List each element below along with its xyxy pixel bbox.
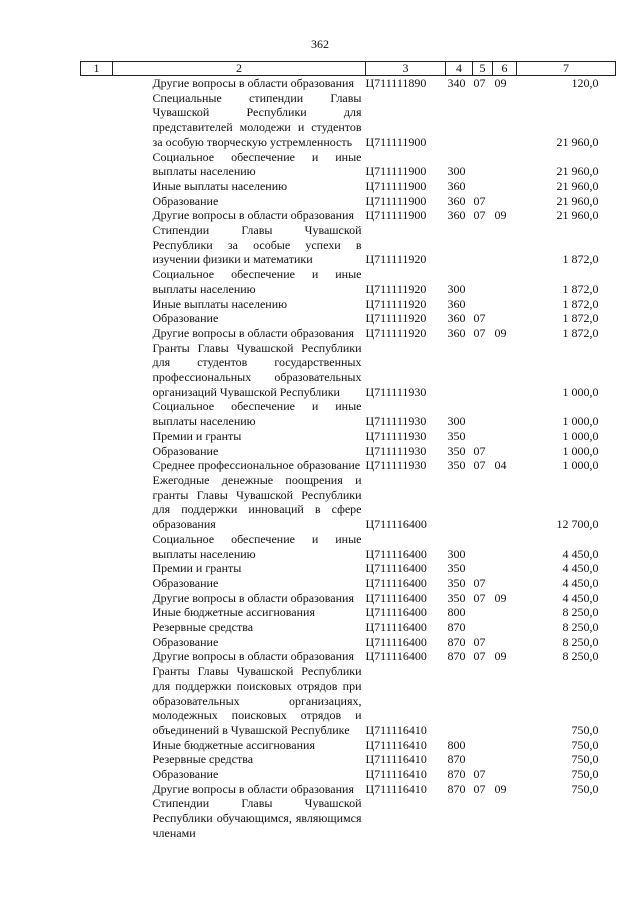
row-number-cell (81, 796, 113, 840)
subsection-cell (493, 532, 517, 561)
row-number-cell (81, 341, 113, 400)
table-row (81, 591, 616, 606)
subsection-cell: 09 (494, 649, 507, 664)
amount-cell: 750,0 (571, 737, 599, 752)
subsection-cell (493, 752, 517, 767)
subsection-cell (493, 576, 517, 591)
subsection-cell (493, 635, 517, 650)
section-cell: 07 (473, 575, 486, 590)
expense-type-cell: 300 (447, 281, 466, 296)
target-code-cell: Ц711116400 (365, 620, 427, 635)
row-number-cell (81, 649, 113, 664)
section-cell (473, 561, 493, 576)
row-name-cell: Социальное обеспечение и иные выплаты населению (152, 399, 362, 429)
section-cell: 07 (473, 443, 486, 458)
section-cell: 07 (473, 458, 486, 473)
table-row (81, 576, 616, 591)
expense-type-cell: 870 (447, 767, 466, 782)
target-code-cell (366, 796, 446, 840)
section-cell (473, 620, 493, 635)
target-code-cell: Ц711116400 (365, 561, 427, 576)
target-code-cell: Ц711111890 (365, 76, 427, 90)
expense-type-cell: 300 (447, 164, 466, 179)
target-code-cell: Ц711111900 (365, 208, 427, 223)
table-row (81, 91, 616, 150)
column-header: 2 (113, 62, 366, 76)
target-code-cell: Ц711111900 (365, 178, 427, 193)
expense-type-cell: 800 (447, 737, 466, 752)
subsection-cell (493, 311, 517, 326)
target-code-cell: Ц711111900 (365, 164, 427, 179)
amount-cell: 1 000,0 (562, 443, 599, 458)
target-code-cell: Ц711111930 (365, 414, 427, 429)
expense-type-cell: 350 (447, 575, 466, 590)
row-number-cell (81, 473, 113, 532)
expense-type-cell: 300 (447, 414, 466, 429)
subsection-cell (493, 341, 517, 400)
section-cell: 07 (473, 311, 486, 326)
table-row (81, 796, 616, 840)
amount-cell: 8 250,0 (562, 649, 599, 664)
amount-cell: 8 250,0 (562, 634, 599, 649)
section-cell: 07 (473, 634, 486, 649)
row-number-cell (81, 91, 113, 150)
table-body (81, 76, 616, 841)
expense-type-cell (446, 796, 473, 840)
amount-cell: 1 872,0 (562, 281, 599, 296)
row-number-cell (81, 782, 113, 797)
subsection-cell (493, 473, 517, 532)
table-row (81, 473, 616, 532)
table-row (81, 326, 616, 341)
row-number-cell (81, 297, 113, 312)
section-cell (473, 738, 493, 753)
table-row (81, 429, 616, 444)
row-number-cell (81, 267, 113, 296)
target-code-cell: Ц711116400 (365, 649, 427, 664)
amount-cell: 4 450,0 (562, 561, 599, 576)
amount-cell: 4 450,0 (562, 590, 599, 605)
row-name-cell: Другие вопросы в области образования (152, 649, 354, 664)
amount-cell (517, 796, 616, 840)
section-cell (473, 752, 493, 767)
row-name-cell: Специальные стипендии Главы Чувашской Республики для представителей молодежи и студентов за особую творческую устремленность (152, 90, 362, 149)
expense-type-cell: 350 (447, 443, 466, 458)
amount-cell: 8 250,0 (562, 620, 599, 635)
row-number-cell (81, 326, 113, 341)
amount-cell: 21 960,0 (556, 193, 599, 208)
target-code-cell: Ц711111920 (365, 311, 427, 326)
header-row (81, 62, 616, 76)
target-code-cell: Ц711111920 (365, 296, 427, 311)
row-name-cell: Иные бюджетные ассигнования (152, 605, 315, 620)
table-row (81, 752, 616, 767)
subsection-cell: 09 (494, 781, 507, 796)
target-code-cell: Ц711116410 (365, 767, 427, 782)
expense-type-cell: 350 (447, 590, 466, 605)
section-cell (473, 796, 493, 840)
amount-cell: 750,0 (571, 781, 599, 796)
row-name-cell: Иные бюджетные ассигнования (152, 737, 315, 752)
subsection-cell (493, 429, 517, 444)
table-row (81, 208, 616, 223)
amount-cell: 1 000,0 (562, 414, 599, 429)
row-number-cell (81, 223, 113, 267)
table-row (81, 399, 616, 428)
amount-cell: 1 000,0 (562, 428, 599, 443)
section-cell: 07 (473, 208, 486, 223)
section-cell: 07 (473, 193, 486, 208)
row-number-cell (81, 635, 113, 650)
row-number-cell (81, 311, 113, 326)
expense-type-cell (446, 341, 473, 400)
row-number-cell (81, 591, 113, 606)
subsection-cell (493, 605, 517, 620)
row-name-cell: Образование (152, 575, 219, 590)
subsection-cell (493, 620, 517, 635)
table-row (81, 223, 616, 267)
table-row (81, 738, 616, 753)
target-code-cell: Ц711116410 (365, 722, 427, 737)
row-name-cell: Стипендии Главы Чувашской Республики за особые успехи в изучении физики и математики (152, 223, 362, 267)
subsection-cell (493, 399, 517, 428)
section-cell (473, 605, 493, 620)
row-name-cell: Социальное обеспечение и иные выплаты населению (152, 149, 362, 179)
table-row (81, 150, 616, 179)
target-code-cell: Ц711111930 (365, 428, 427, 443)
subsection-cell (493, 91, 517, 150)
target-code-cell: Ц711111920 (365, 281, 427, 296)
row-number-cell (81, 150, 113, 179)
section-cell (473, 473, 493, 532)
amount-cell: 1 000,0 (562, 384, 599, 399)
expense-type-cell: 870 (447, 649, 466, 664)
section-cell: 07 (473, 781, 486, 796)
subsection-cell: 09 (494, 325, 507, 340)
table-row (81, 620, 616, 635)
target-code-cell: Ц711116410 (365, 781, 427, 796)
row-name-cell: Социальное обеспечение и иные выплаты населению (152, 267, 362, 296)
subsection-cell (493, 297, 517, 312)
row-number-cell (81, 576, 113, 591)
row-name-cell: Образование (152, 634, 219, 649)
section-cell: 07 (473, 325, 486, 340)
row-name-cell: Стипендии Главы Чувашской Республики обучающимся, являющимся членами (152, 796, 362, 840)
section-cell: 07 (473, 767, 486, 782)
row-number-cell (81, 738, 113, 753)
expense-type-cell (446, 664, 473, 738)
section-cell (473, 429, 493, 444)
row-number-cell (81, 194, 113, 209)
amount-cell: 21 960,0 (556, 208, 599, 223)
section-cell (473, 532, 493, 561)
subsection-cell (493, 796, 517, 840)
amount-cell: 12 700,0 (556, 517, 599, 532)
amount-cell: 750,0 (571, 752, 599, 767)
subsection-cell: 04 (494, 458, 507, 473)
row-name-cell: Образование (152, 193, 219, 208)
row-number-cell (81, 399, 113, 428)
row-number-cell (81, 620, 113, 635)
row-number-cell (81, 605, 113, 620)
subsection-cell (493, 444, 517, 459)
section-cell (473, 399, 493, 428)
section-cell: 07 (473, 649, 486, 664)
row-name-cell: Другие вопросы в области образования (152, 76, 354, 90)
target-code-cell: Ц711116400 (365, 575, 427, 590)
target-code-cell: Ц711116400 (365, 517, 427, 532)
subsection-cell (493, 664, 517, 738)
section-cell: 07 (473, 590, 486, 605)
row-name-cell: Другие вопросы в области образования (152, 590, 354, 605)
row-name-cell: Иные выплаты населению (152, 178, 288, 193)
row-number-cell (81, 532, 113, 561)
table-row (81, 767, 616, 782)
target-code-cell: Ц711116400 (365, 605, 427, 620)
row-name-cell: Резервные средства (152, 620, 254, 635)
row-number-cell (81, 767, 113, 782)
subsection-cell (493, 267, 517, 296)
target-code-cell: Ц711111930 (365, 443, 427, 458)
section-cell: 07 (473, 76, 486, 90)
expense-type-cell: 870 (447, 620, 466, 635)
table-row (81, 76, 616, 91)
section-cell (473, 341, 493, 400)
column-header: 7 (517, 62, 616, 76)
amount-cell: 1 000,0 (562, 458, 599, 473)
target-code-cell: Ц711111930 (365, 384, 427, 399)
subsection-cell (493, 150, 517, 179)
budget-table (80, 61, 616, 841)
amount-cell: 8 250,0 (562, 605, 599, 620)
amount-cell: 1 872,0 (562, 252, 599, 267)
target-code-cell: Ц711111920 (365, 325, 427, 340)
row-number-cell (81, 752, 113, 767)
row-name-cell: Гранты Главы Чувашской Республики для студентов государственных профессиональных образовательных организаций Чувашской Республики (152, 340, 362, 399)
section-cell (473, 91, 493, 150)
table-row (81, 194, 616, 209)
row-name-cell: Иные выплаты населению (152, 296, 288, 311)
row-number-cell (81, 561, 113, 576)
amount-cell: 1 872,0 (562, 311, 599, 326)
subsection-cell (493, 223, 517, 267)
expense-type-cell: 350 (447, 428, 466, 443)
table-row (81, 179, 616, 194)
section-cell (473, 223, 493, 267)
section-cell (473, 179, 493, 194)
target-code-cell: Ц711116410 (365, 752, 427, 767)
row-number-cell (81, 76, 113, 91)
expense-type-cell: 360 (447, 296, 466, 311)
row-number-cell (81, 429, 113, 444)
target-code-cell: Ц711116400 (365, 634, 427, 649)
table-row (81, 664, 616, 738)
amount-cell: 21 960,0 (556, 164, 599, 179)
amount-cell: 4 450,0 (562, 575, 599, 590)
subsection-cell (493, 738, 517, 753)
table-header (81, 62, 616, 76)
expense-type-cell: 870 (447, 634, 466, 649)
section-cell (473, 664, 493, 738)
row-name-cell: Другие вопросы в области образования (152, 208, 354, 223)
amount-cell: 750,0 (571, 767, 599, 782)
amount-cell: 21 960,0 (556, 134, 599, 149)
row-name-cell: Образование (152, 443, 219, 458)
subsection-cell (493, 179, 517, 194)
expense-type-cell: 800 (447, 605, 466, 620)
amount-cell: 750,0 (571, 722, 599, 737)
page-number: 362 (311, 37, 329, 51)
expense-type-cell: 350 (447, 458, 466, 473)
expense-type-cell: 360 (447, 325, 466, 340)
subsection-cell: 09 (494, 590, 507, 605)
amount-cell: 120,0 (571, 76, 599, 90)
expense-type-cell: 300 (447, 546, 466, 561)
row-name-cell: Ежегодные денежные поощрения и гранты Главы Чувашской Республики для поддержки инноваций в сфере образования (152, 472, 362, 532)
column-header: 1 (81, 62, 113, 76)
target-code-cell: Ц711116410 (365, 737, 427, 752)
row-name-cell: Образование (152, 767, 219, 782)
table-row (81, 605, 616, 620)
target-code-cell: Ц711111920 (365, 252, 427, 267)
amount-cell: 21 960,0 (556, 178, 599, 193)
row-name-cell: Премии и гранты (152, 561, 242, 576)
row-number-cell (81, 444, 113, 459)
target-code-cell: Ц711111900 (365, 134, 427, 149)
table-row (81, 297, 616, 312)
row-number-cell (81, 664, 113, 738)
table-row (81, 267, 616, 296)
target-code-cell: Ц711111930 (365, 458, 427, 473)
expense-type-cell: 360 (447, 311, 466, 326)
target-code-cell: Ц711111900 (365, 193, 427, 208)
expense-type-cell: 870 (447, 781, 466, 796)
row-name-cell: Гранты Главы Чувашской Республики для поддержки поисковых отрядов при образовательных организациях, молодежных поисковых отрядов и объединений в Чувашской Республике (152, 664, 362, 737)
expense-type-cell: 360 (447, 178, 466, 193)
subsection-cell (493, 561, 517, 576)
table-row (81, 311, 616, 326)
table-row (81, 561, 616, 576)
section-cell (473, 267, 493, 296)
expense-type-cell: 340 (447, 76, 466, 90)
expense-type-cell (446, 473, 473, 532)
column-header: 3 (366, 62, 446, 76)
row-number-cell (81, 208, 113, 223)
column-header: 4 (446, 62, 473, 76)
table-row (81, 635, 616, 650)
row-name-cell: Другие вопросы в области образования (152, 325, 354, 340)
section-cell (473, 297, 493, 312)
expense-type-cell: 360 (447, 193, 466, 208)
row-name-cell: Среднее профессиональное образование (152, 458, 361, 473)
expense-type-cell: 360 (447, 208, 466, 223)
table-row (81, 782, 616, 797)
table-row (81, 649, 616, 664)
subsection-cell: 09 (494, 76, 507, 90)
section-cell (473, 150, 493, 179)
expense-type-cell: 350 (447, 561, 466, 576)
row-name-cell: Образование (152, 311, 219, 326)
subsection-cell (493, 194, 517, 209)
subsection-cell (493, 767, 517, 782)
target-code-cell: Ц711116400 (365, 590, 427, 605)
subsection-cell: 09 (494, 208, 507, 223)
expense-type-cell (446, 91, 473, 150)
row-name-cell: Резервные средства (152, 752, 254, 767)
amount-cell: 1 872,0 (562, 296, 599, 311)
table-row (81, 458, 616, 473)
column-header: 6 (493, 62, 517, 76)
expense-type-cell (446, 223, 473, 267)
table-row (81, 341, 616, 400)
table-row (81, 532, 616, 561)
table-row (81, 444, 616, 459)
row-number-cell (81, 458, 113, 473)
amount-cell: 1 872,0 (562, 325, 599, 340)
expense-type-cell: 870 (447, 752, 466, 767)
amount-cell: 4 450,0 (562, 546, 599, 561)
row-name-cell: Социальное обеспечение и иные выплаты населению (152, 531, 362, 561)
row-number-cell (81, 179, 113, 194)
column-header: 5 (473, 62, 493, 76)
target-code-cell: Ц711116400 (365, 546, 427, 561)
row-name-cell: Другие вопросы в области образования (152, 781, 354, 796)
row-name-cell: Премии и гранты (152, 428, 242, 443)
